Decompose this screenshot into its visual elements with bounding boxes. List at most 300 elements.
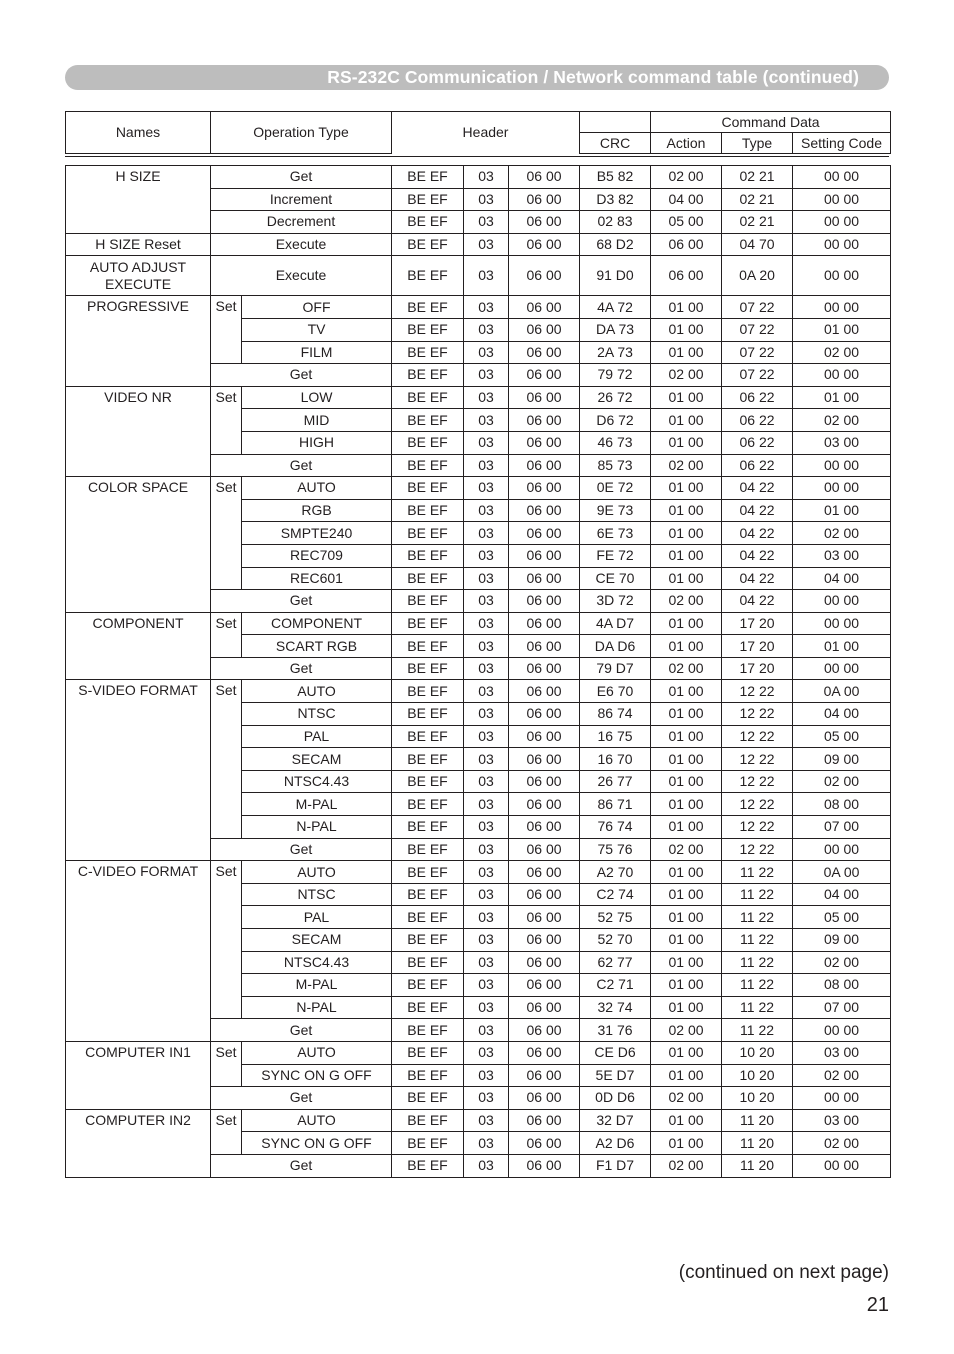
page-number: 21 [866,1294,889,1316]
header-byte-2: 03 [464,996,509,1019]
row-name: COMPUTER IN1 [66,1041,211,1109]
operation-option: AUTO [242,861,392,884]
set-label: Set [211,861,242,1019]
table-row [66,233,891,256]
header-byte-2: 03 [464,1064,509,1087]
crc-value: 02 83 [580,211,651,234]
action-value: 02 00 [651,657,722,680]
action-value: 02 00 [651,1087,722,1110]
row-name: COMPUTER IN2 [66,1109,211,1177]
setting-code-value: 07 00 [793,996,891,1019]
header-byte-1: BE EF [392,590,464,613]
header-byte-3: 06 00 [509,590,580,613]
type-value: 06 22 [722,454,793,477]
setting-code-value: 08 00 [793,793,891,816]
operation-option: SCART RGB [242,635,392,658]
set-label: Set [211,477,242,590]
action-value: 02 00 [651,454,722,477]
header-byte-3: 06 00 [509,1087,580,1110]
crc-value: 16 70 [580,748,651,771]
header-byte-1: BE EF [392,929,464,952]
type-value: 06 22 [722,431,793,454]
setting-code-value: 00 00 [793,1019,891,1042]
header-byte-2: 03 [464,296,509,319]
crc-value: 0D D6 [580,1087,651,1110]
setting-code-value: 00 00 [793,166,891,189]
header-byte-3: 06 00 [509,657,580,680]
type-value: 07 22 [722,364,793,387]
type-value: 11 20 [722,1132,793,1155]
crc-value: 32 74 [580,996,651,1019]
row-name: COMPONENT [66,612,211,680]
header-setting-code: Setting Code [793,133,891,154]
crc-value: 75 76 [580,838,651,861]
operation-option: AUTO [242,477,392,500]
header-byte-2: 03 [464,477,509,500]
setting-code-value: 00 00 [793,454,891,477]
crc-value: D3 82 [580,188,651,211]
header-byte-1: BE EF [392,657,464,680]
setting-code-value: 00 00 [793,211,891,234]
action-value: 01 00 [651,861,722,884]
setting-code-value: 09 00 [793,748,891,771]
setting-code-value: 00 00 [793,657,891,680]
type-value: 17 20 [722,612,793,635]
action-value: 01 00 [651,522,722,545]
action-value: 01 00 [651,996,722,1019]
action-value: 01 00 [651,477,722,500]
header-byte-3: 06 00 [509,1132,580,1155]
setting-code-value: 02 00 [793,770,891,793]
type-value: 11 22 [722,951,793,974]
header-byte-3: 06 00 [509,612,580,635]
header-byte-2: 03 [464,906,509,929]
header-byte-1: BE EF [392,364,464,387]
type-value: 04 22 [722,567,793,590]
table-row [66,256,891,296]
type-value: 11 20 [722,1109,793,1132]
header-operation-type: Operation Type [211,112,392,154]
operation-type: Get [211,1087,392,1110]
action-value: 01 00 [651,770,722,793]
action-value: 01 00 [651,318,722,341]
table-row [66,1041,891,1064]
header-byte-1: BE EF [392,409,464,432]
crc-value: CE 70 [580,567,651,590]
action-value: 01 00 [651,499,722,522]
header-byte-1: BE EF [392,499,464,522]
operation-option: OFF [242,296,392,319]
set-label: Set [211,386,242,454]
setting-code-value: 0A 00 [793,861,891,884]
crc-value: 76 74 [580,816,651,839]
set-label: Set [211,680,242,838]
row-name: C-VIDEO FORMAT [66,861,211,1042]
crc-value: E6 70 [580,680,651,703]
row-name: AUTO ADJUST EXECUTE [66,256,211,296]
action-value: 01 00 [651,748,722,771]
operation-type: Get [211,1019,392,1042]
setting-code-value: 03 00 [793,1041,891,1064]
header-byte-3: 06 00 [509,861,580,884]
header-byte-3: 06 00 [509,256,580,296]
header-header: Header [392,112,580,154]
header-byte-2: 03 [464,211,509,234]
header-byte-2: 03 [464,838,509,861]
header-byte-2: 03 [464,364,509,387]
setting-code-value: 01 00 [793,499,891,522]
header-byte-3: 06 00 [509,318,580,341]
type-value: 02 21 [722,166,793,189]
header-byte-3: 06 00 [509,386,580,409]
header-byte-2: 03 [464,883,509,906]
header-byte-2: 03 [464,861,509,884]
setting-code-value: 03 00 [793,431,891,454]
action-value: 01 00 [651,725,722,748]
type-value: 12 22 [722,838,793,861]
crc-value: 86 71 [580,793,651,816]
table-row [66,861,891,884]
header-byte-3: 06 00 [509,906,580,929]
action-value: 01 00 [651,296,722,319]
header-byte-2: 03 [464,770,509,793]
type-value: 04 22 [722,544,793,567]
row-name: S-VIDEO FORMAT [66,680,211,861]
crc-value: 5E D7 [580,1064,651,1087]
header-byte-2: 03 [464,703,509,726]
crc-value: 6E 73 [580,522,651,545]
header-byte-1: BE EF [392,861,464,884]
header-byte-2: 03 [464,567,509,590]
header-byte-3: 06 00 [509,454,580,477]
header-byte-1: BE EF [392,748,464,771]
header-byte-2: 03 [464,499,509,522]
type-value: 11 22 [722,1019,793,1042]
header-byte-1: BE EF [392,1087,464,1110]
setting-code-value: 00 00 [793,364,891,387]
header-byte-1: BE EF [392,567,464,590]
setting-code-value: 01 00 [793,635,891,658]
header-byte-1: BE EF [392,793,464,816]
header-separator [65,156,889,157]
action-value: 01 00 [651,635,722,658]
header-byte-1: BE EF [392,1154,464,1177]
header-byte-3: 06 00 [509,1019,580,1042]
setting-code-value: 00 00 [793,590,891,613]
header-byte-2: 03 [464,1109,509,1132]
setting-code-value: 0A 00 [793,680,891,703]
header-byte-2: 03 [464,166,509,189]
type-value: 07 22 [722,296,793,319]
action-value: 01 00 [651,341,722,364]
header-names: Names [66,112,211,154]
type-value: 0A 20 [722,256,793,296]
header-byte-3: 06 00 [509,1064,580,1087]
header-byte-1: BE EF [392,341,464,364]
type-value: 04 70 [722,233,793,256]
header-byte-2: 03 [464,409,509,432]
header-byte-3: 06 00 [509,996,580,1019]
header-byte-1: BE EF [392,906,464,929]
setting-code-value: 00 00 [793,296,891,319]
type-value: 12 22 [722,816,793,839]
header-byte-3: 06 00 [509,1109,580,1132]
crc-value: 16 75 [580,725,651,748]
row-name: H SIZE Reset [66,233,211,256]
action-value: 06 00 [651,256,722,296]
header-byte-3: 06 00 [509,296,580,319]
header-byte-1: BE EF [392,256,464,296]
type-value: 11 22 [722,906,793,929]
row-name: PROGRESSIVE [66,296,211,386]
header-byte-2: 03 [464,1041,509,1064]
type-value: 04 22 [722,477,793,500]
operation-option: M-PAL [242,974,392,997]
action-value: 01 00 [651,680,722,703]
header-crc: CRC [580,133,651,154]
type-value: 10 20 [722,1087,793,1110]
operation-option: PAL [242,725,392,748]
crc-value: 4A D7 [580,612,651,635]
header-byte-2: 03 [464,748,509,771]
operation-option: LOW [242,386,392,409]
action-value: 06 00 [651,233,722,256]
header-byte-3: 06 00 [509,188,580,211]
crc-value: 46 73 [580,431,651,454]
header-byte-3: 06 00 [509,793,580,816]
header-byte-2: 03 [464,793,509,816]
header-byte-3: 06 00 [509,838,580,861]
operation-option: PAL [242,906,392,929]
row-name: H SIZE [66,166,211,234]
crc-value: FE 72 [580,544,651,567]
type-value: 06 22 [722,409,793,432]
crc-value: F1 D7 [580,1154,651,1177]
operation-option: N-PAL [242,816,392,839]
action-value: 01 00 [651,816,722,839]
setting-code-value: 02 00 [793,1132,891,1155]
type-value: 17 20 [722,657,793,680]
setting-code-value: 04 00 [793,567,891,590]
operation-type: Get [211,364,392,387]
header-byte-2: 03 [464,1019,509,1042]
operation-type: Get [211,166,392,189]
setting-code-value: 00 00 [793,1154,891,1177]
header-byte-1: BE EF [392,635,464,658]
type-value: 12 22 [722,680,793,703]
header-byte-1: BE EF [392,386,464,409]
operation-option: HIGH [242,431,392,454]
setting-code-value: 02 00 [793,951,891,974]
operation-type: Get [211,657,392,680]
operation-option: RGB [242,499,392,522]
header-byte-3: 06 00 [509,703,580,726]
type-value: 17 20 [722,635,793,658]
action-value: 01 00 [651,703,722,726]
row-name: VIDEO NR [66,386,211,476]
operation-option: TV [242,318,392,341]
crc-value: 2A 73 [580,341,651,364]
operation-option: SYNC ON G OFF [242,1064,392,1087]
action-value: 02 00 [651,590,722,613]
header-byte-1: BE EF [392,770,464,793]
type-value: 11 22 [722,996,793,1019]
operation-type: Decrement [211,211,392,234]
header-byte-1: BE EF [392,296,464,319]
header-byte-1: BE EF [392,1041,464,1064]
action-value: 02 00 [651,1154,722,1177]
crc-value: 0E 72 [580,477,651,500]
header-byte-1: BE EF [392,680,464,703]
setting-code-value: 01 00 [793,318,891,341]
continued-note: (continued on next page) [678,1262,889,1283]
setting-code-value: 04 00 [793,703,891,726]
table-header [65,111,891,154]
crc-value: 9E 73 [580,499,651,522]
header-byte-2: 03 [464,929,509,952]
operation-option: SECAM [242,929,392,952]
action-value: 01 00 [651,974,722,997]
crc-value: C2 71 [580,974,651,997]
type-value: 02 21 [722,188,793,211]
header-byte-1: BE EF [392,974,464,997]
header-byte-3: 06 00 [509,477,580,500]
type-value: 04 22 [722,499,793,522]
header-byte-2: 03 [464,725,509,748]
header-byte-1: BE EF [392,838,464,861]
header-byte-2: 03 [464,431,509,454]
header-byte-3: 06 00 [509,770,580,793]
action-value: 01 00 [651,793,722,816]
table-row [66,166,891,189]
action-value: 05 00 [651,211,722,234]
action-value: 02 00 [651,364,722,387]
header-byte-1: BE EF [392,454,464,477]
header-byte-2: 03 [464,816,509,839]
action-value: 01 00 [651,386,722,409]
operation-option: NTSC4.43 [242,951,392,974]
set-label: Set [211,612,242,657]
header-byte-3: 06 00 [509,431,580,454]
operation-option: REC601 [242,567,392,590]
header-byte-2: 03 [464,341,509,364]
setting-code-value: 04 00 [793,883,891,906]
table-row [66,680,891,703]
action-value: 02 00 [651,838,722,861]
setting-code-value: 00 00 [793,188,891,211]
crc-value: C2 74 [580,883,651,906]
header-byte-1: BE EF [392,951,464,974]
header-byte-3: 06 00 [509,522,580,545]
action-value: 01 00 [651,544,722,567]
crc-value: 26 77 [580,770,651,793]
action-value: 01 00 [651,1064,722,1087]
operation-option: N-PAL [242,996,392,1019]
crc-value: 85 73 [580,454,651,477]
setting-code-value: 02 00 [793,409,891,432]
action-value: 01 00 [651,1109,722,1132]
operation-type: Get [211,838,392,861]
header-byte-2: 03 [464,233,509,256]
header-byte-1: BE EF [392,188,464,211]
operation-option: MID [242,409,392,432]
action-value: 01 00 [651,929,722,952]
operation-option: NTSC4.43 [242,770,392,793]
table-row [66,612,891,635]
setting-code-value: 03 00 [793,544,891,567]
header-byte-1: BE EF [392,612,464,635]
header-byte-1: BE EF [392,1132,464,1155]
action-value: 01 00 [651,567,722,590]
operation-option: AUTO [242,680,392,703]
header-byte-3: 06 00 [509,211,580,234]
crc-value: 68 D2 [580,233,651,256]
crc-value: 31 76 [580,1019,651,1042]
header-byte-1: BE EF [392,816,464,839]
header-spacer [580,112,651,133]
crc-value: 91 D0 [580,256,651,296]
header-byte-1: BE EF [392,1019,464,1042]
setting-code-value: 02 00 [793,1064,891,1087]
crc-value: 32 D7 [580,1109,651,1132]
type-value: 07 22 [722,318,793,341]
crc-value: D6 72 [580,409,651,432]
header-byte-2: 03 [464,635,509,658]
type-value: 11 22 [722,929,793,952]
header-byte-2: 03 [464,612,509,635]
action-value: 01 00 [651,1041,722,1064]
table-row [66,296,891,319]
header-byte-3: 06 00 [509,409,580,432]
header-action: Action [651,133,722,154]
operation-type: Get [211,590,392,613]
header-type: Type [722,133,793,154]
header-byte-2: 03 [464,951,509,974]
header-byte-1: BE EF [392,996,464,1019]
type-value: 04 22 [722,590,793,613]
operation-option: FILM [242,341,392,364]
type-value: 02 21 [722,211,793,234]
setting-code-value: 00 00 [793,256,891,296]
crc-value: DA D6 [580,635,651,658]
operation-option: COMPONENT [242,612,392,635]
header-byte-2: 03 [464,680,509,703]
command-table [65,165,891,1178]
action-value: 01 00 [651,883,722,906]
crc-value: 62 77 [580,951,651,974]
header-byte-2: 03 [464,1087,509,1110]
header-byte-1: BE EF [392,703,464,726]
header-byte-2: 03 [464,1132,509,1155]
header-byte-1: BE EF [392,318,464,341]
section-banner [65,65,889,90]
table-row [66,477,891,500]
header-byte-2: 03 [464,657,509,680]
setting-code-value: 03 00 [793,1109,891,1132]
crc-value: CE D6 [580,1041,651,1064]
type-value: 12 22 [722,748,793,771]
setting-code-value: 00 00 [793,612,891,635]
type-value: 07 22 [722,341,793,364]
header-byte-1: BE EF [392,883,464,906]
crc-value: DA 73 [580,318,651,341]
setting-code-value: 00 00 [793,1087,891,1110]
header-byte-3: 06 00 [509,748,580,771]
type-value: 11 22 [722,974,793,997]
header-byte-3: 06 00 [509,166,580,189]
operation-option: REC709 [242,544,392,567]
crc-value: 3D 72 [580,590,651,613]
